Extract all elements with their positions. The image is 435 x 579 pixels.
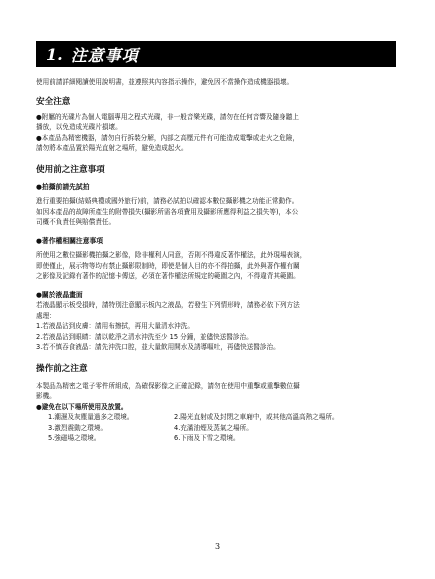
environment-item: 1.潮濕及灰塵量過多之環境。 [48, 413, 134, 421]
environment-item: 5.強磁場之環境。 [48, 434, 101, 442]
section-title-bar [36, 41, 396, 67]
safety-heading: 安全注意 [36, 96, 71, 107]
lcd-title: ●關於液晶畫面 [36, 290, 83, 299]
section-number: 1. [46, 44, 63, 64]
test-shoot-line: 進行重要拍攝(結婚典禮或國外旅行)前，請務必試拍以確認本數位攝影機之功能正常動作。 [36, 197, 299, 205]
lcd-item: 3.若不慎吞食液晶：請先沖洗口腔，並大量飲用開水及誘導嘔吐，再儘快送醫診治。 [36, 343, 280, 351]
during-use-line: 影機。 [36, 392, 56, 400]
safety-laser-line: 播放，以免造成光碟片損壞。 [36, 123, 122, 131]
lcd-line: 處理： [36, 311, 56, 320]
content [36, 77, 398, 444]
before-use-heading: 使用前之注意事項 [36, 164, 105, 175]
environment-list [48, 412, 398, 444]
lcd-item: 1.若液晶沾到皮膚：請用布擦拭，再用大量清水沖洗。 [36, 322, 194, 330]
lcd-item: 2.若液晶沾到眼睛：請以乾淨之清水沖洗至少 15 分鐘，並儘快送醫診治。 [36, 332, 253, 341]
environment-item: 4.充滿油煙及蒸氣之場所。 [174, 423, 253, 432]
environment-item: 6.下雨及下雪之環境。 [174, 434, 240, 442]
copyright-line: 即使僅止，展示物等均有禁止攝影限制時，即使是個人目的亦不得拍攝，此外與著作權有關 [36, 261, 300, 270]
during-use-heading: 操作前之注意 [36, 363, 88, 374]
avoid-title: ●避免在以下場所使用及放置。 [36, 402, 128, 411]
safety-repair-line: 請勿將本產品置於陽光直射之場所，避免造成起火。 [36, 144, 188, 152]
copyright-title: ●著作權相關注意事項 [36, 236, 104, 245]
test-shoot-title: ●拍攝前請先試拍 [36, 182, 90, 191]
section-title: 注意事項 [70, 45, 139, 65]
copyright-line: 所使用之數位攝影機拍攝之影像，除非權利人同意，否則不得違反著作權法，此外現場表演， [36, 251, 307, 259]
safety-laser-line: ●附屬的光碟片為個人電腦專用之程式光碟，非一般音樂光碟，請勿在任何音響及隨身聽上 [36, 112, 299, 121]
test-shoot-line: 司概不負責任與賠償責任。 [36, 218, 116, 226]
page-number: 3 [214, 542, 221, 551]
test-shoot-line: 如因本產品的故障所產生的附帶損失(攝影所需各項費用及攝影所應得利益之損失等)，本公 [36, 207, 299, 216]
during-use-line: 本製品為精密之電子零件所組成，為確保影像之正確記錄，請勿在使用中重擊或重擊數位攝 [36, 381, 300, 390]
copyright-line: 之影像及記錄有著作的記憶卡傳送，必須在著作權法所規定的範圍之內，不得違背其範圍。 [36, 272, 300, 280]
environment-item: 3.激烈震動之環境。 [48, 423, 108, 432]
intro-text: 使用前請詳細閱讀使用說明書，並遵照其內容指示操作，避免因不當操作造成機器損壞。 [36, 78, 294, 86]
environment-item: 2.陽光直射或及封閉之車廂中，或其他高溫高熱之場所。 [174, 413, 339, 421]
safety-repair-line: ●本產品為精密機器，請勿自行拆裝分解，內部之高壓元件有可能造成電擊或走火之危險， [36, 133, 299, 142]
lcd-line: 若液晶顯示板受損時，請特別注意顯示板內之液晶，若發生下列情形時，請務必依下列方法 [36, 301, 300, 309]
